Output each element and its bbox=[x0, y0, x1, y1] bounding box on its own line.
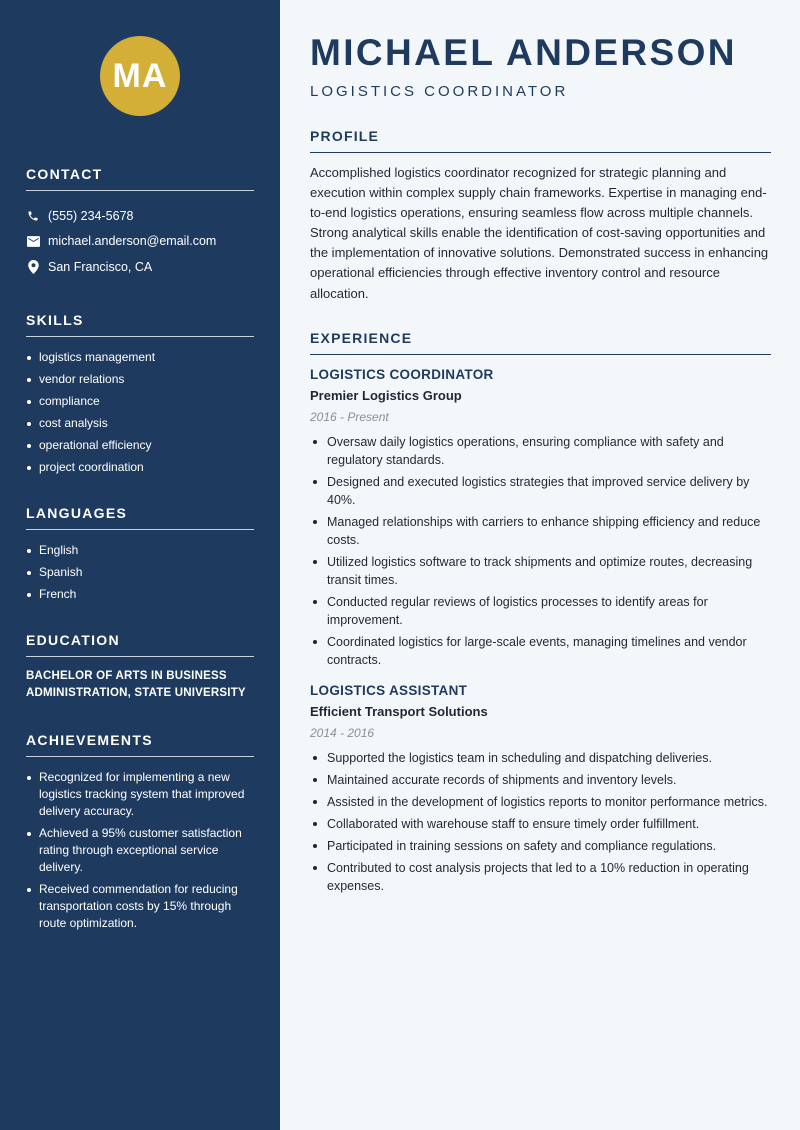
contact-email bbox=[26, 229, 254, 255]
languages-section bbox=[26, 505, 254, 603]
list-item: logistics management bbox=[26, 349, 254, 366]
list-item: Supported the logistics team in scheduling and dispatching deliveries. bbox=[310, 749, 771, 767]
list-item: Participated in training sessions on safety and compliance regulations. bbox=[310, 837, 771, 855]
contact-list bbox=[26, 203, 254, 280]
list-item: cost analysis bbox=[26, 415, 254, 432]
company-name: Premier Logistics Group bbox=[310, 387, 462, 403]
languages-list bbox=[26, 542, 254, 603]
experience-section bbox=[310, 330, 771, 895]
list-item: Collaborated with warehouse staff to ensure timely order fulfillment. bbox=[310, 815, 771, 833]
candidate-name: MICHAEL ANDERSON bbox=[310, 32, 737, 73]
location-text: San Francisco, CA bbox=[48, 259, 153, 274]
experience-heading: EXPERIENCE bbox=[310, 330, 771, 355]
list-item: English bbox=[26, 542, 254, 559]
education-heading: EDUCATION bbox=[26, 632, 254, 657]
list-item: vendor relations bbox=[26, 371, 254, 388]
skills-section bbox=[26, 312, 254, 476]
achievements-list bbox=[26, 769, 254, 932]
contact-phone bbox=[26, 203, 254, 229]
mail-icon bbox=[26, 234, 40, 248]
avatar bbox=[100, 36, 180, 116]
list-item: Achieved a 95% customer satisfaction rating through exceptional service delivery. bbox=[26, 825, 254, 876]
achievements-section bbox=[26, 732, 254, 932]
list-item: Assisted in the development of logistics reports to monitor performance metrics. bbox=[310, 793, 771, 811]
list-item: Managed relationships with carriers to enhance shipping efficiency and reduce costs. bbox=[310, 513, 771, 549]
list-item: Utilized logistics software to track shipments and optimize routes, decreasing transit times. bbox=[310, 553, 771, 589]
achievements-heading: ACHIEVEMENTS bbox=[26, 732, 254, 757]
job-entry bbox=[310, 367, 771, 669]
list-item: Received commendation for reducing transportation costs by 15% through route optimization. bbox=[26, 881, 254, 932]
job-entry bbox=[310, 683, 771, 895]
job-title: LOGISTICS ASSISTANT bbox=[310, 682, 468, 698]
duties-list bbox=[310, 749, 771, 895]
job-title-header: LOGISTICS COORDINATOR bbox=[310, 83, 569, 100]
job-dates: 2014 - 2016 bbox=[310, 725, 375, 740]
list-item: Coordinated logistics for large-scale events, managing timelines and vendor contracts. bbox=[310, 633, 771, 669]
location-pin-icon bbox=[26, 260, 40, 274]
skills-list bbox=[26, 349, 254, 476]
list-item: Recognized for implementing a new logistics tracking system that improved delivery accuracy. bbox=[26, 769, 254, 820]
list-item: Designed and executed logistics strategies that improved service delivery by 40%. bbox=[310, 473, 771, 509]
education-section bbox=[26, 632, 254, 702]
avatar-initials: MA bbox=[112, 56, 168, 95]
list-item: Spanish bbox=[26, 564, 254, 581]
list-item: project coordination bbox=[26, 459, 254, 476]
contact-location bbox=[26, 254, 254, 280]
profile-text: Accomplished logistics coordinator recognized for strategic planning and execution within complex supply chain frameworks. Expertise in managing end-to-end logistics operations, ensuring seamless flow across multiple channels. Strong analytical skills enable the identification of cost-saving opportunities and the implementation of innovative solutions. Demonstrated success in enhancing operational efficiencies through effective inventory control and resource allocation. bbox=[310, 165, 769, 301]
list-item: operational efficiency bbox=[26, 437, 254, 454]
phone-text: (555) 234-5678 bbox=[48, 208, 134, 223]
profile-section bbox=[310, 128, 771, 304]
list-item: Oversaw daily logistics operations, ensuring compliance with safety and regulatory standards. bbox=[310, 433, 771, 469]
education-degree: BACHELOR OF ARTS IN BUSINESS ADMINISTRATION, STATE UNIVERSITY bbox=[26, 669, 246, 699]
contact-heading: CONTACT bbox=[26, 166, 254, 191]
skills-heading: SKILLS bbox=[26, 312, 254, 337]
sidebar bbox=[0, 0, 280, 1130]
list-item: Conducted regular reviews of logistics processes to identify areas for improvement. bbox=[310, 593, 771, 629]
company-name: Efficient Transport Solutions bbox=[310, 703, 488, 719]
contact-section bbox=[26, 166, 254, 280]
list-item: Contributed to cost analysis projects that led to a 10% reduction in operating expenses. bbox=[310, 859, 771, 895]
list-item: Maintained accurate records of shipments and inventory levels. bbox=[310, 771, 771, 789]
list-item: French bbox=[26, 586, 254, 603]
main-content bbox=[280, 0, 800, 1130]
list-item: compliance bbox=[26, 393, 254, 410]
job-dates: 2016 - Present bbox=[310, 409, 389, 424]
profile-heading: PROFILE bbox=[310, 128, 771, 153]
languages-heading: LANGUAGES bbox=[26, 505, 254, 530]
email-text: michael.anderson@email.com bbox=[48, 234, 217, 249]
duties-list bbox=[310, 433, 771, 669]
phone-icon bbox=[26, 209, 40, 223]
job-title: LOGISTICS COORDINATOR bbox=[310, 366, 494, 382]
